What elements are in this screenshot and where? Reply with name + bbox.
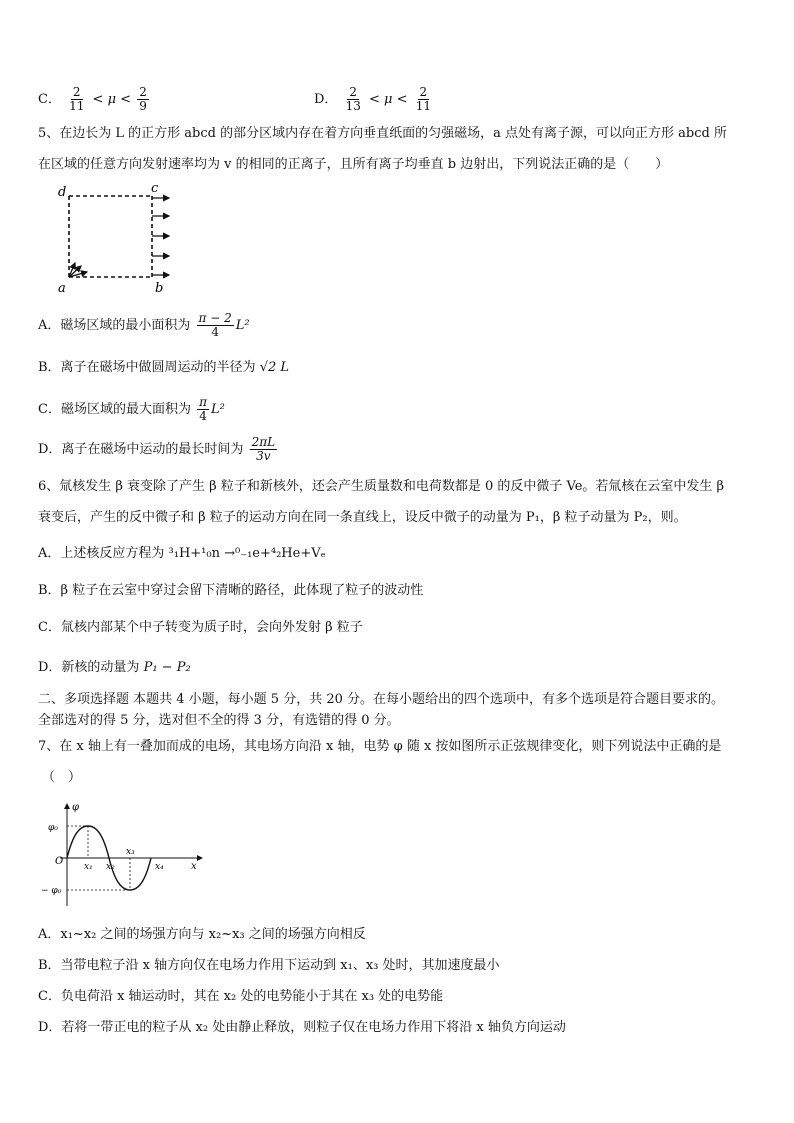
q4-option-c-frac1: $\frac{2}{11}$ — [69, 85, 85, 113]
q5-option-a-text: A．磁场区域的最小面积为 — [38, 318, 191, 333]
q4-option-d-lt1: < — [369, 92, 380, 107]
q6-stem-line2: 衰变后，产生的反中微子和 β 粒子的运动方向在同一条直线上，设反中微子的动量为 P₁，β 粒子动量为 P₂，则。 — [38, 510, 687, 525]
q4-option-c-lt2: < — [120, 92, 132, 107]
q6-option-d-text: D．新核的动量为 — [38, 660, 140, 675]
q5-option-b-math: √2 L — [259, 360, 290, 375]
q4-option-c-frac2: $\frac{2}{9}$ — [139, 85, 147, 113]
q5-option-d-text: D．离子在磁场中运动的最长时间为 — [38, 442, 244, 457]
q7-option-c: C．负电荷沿 x 轴运动时，其在 x₂ 处的电势能小于其在 x₃ 处的电势能 — [38, 989, 444, 1004]
q7-label-phi: φ — [72, 802, 80, 813]
q7-stem-line1: 7、在 x 轴上有一叠加而成的电场，其电场方向沿 x 轴，电势 φ 随 x 按如图所示正弦规律变化，则下列说法中正确的是 — [38, 739, 722, 754]
q7-label-x4: x₄ — [155, 862, 164, 872]
q5-option-c-text: C．磁场区域的最大面积为 — [38, 402, 191, 417]
q6-option-a-text: A．上述核反应方程为 — [38, 546, 165, 561]
q4-option-d-label: D． — [314, 92, 338, 107]
q5-label-b: b — [155, 281, 164, 296]
q6-option-d-equation: P₁ − P₂ — [143, 660, 191, 675]
section2-line2: 全部选对的得 5 分，选对但不全的得 3 分，有选错的得 0 分。 — [38, 713, 400, 728]
q7-potential-graph — [40, 798, 210, 910]
q7-label-x1: x₁ — [84, 862, 93, 872]
q5-stem-line2: 在区域的任意方向发射速率均为 v 的相同的正离子，且所有离子均垂直 b 边射出，下列说法正确的是（ ） — [38, 157, 669, 172]
q4-option-d-lt2: < — [396, 92, 408, 107]
q7-stem-line2: （ ） — [42, 770, 82, 785]
q6-option-c: C．氚核内部某个中子转变为质子时，会向外发射 β 粒子 — [38, 620, 363, 635]
q6-stem-line1: 6、氚核发生 β 衰变除了产生 β 粒子和新核外，还会产生质量数和电荷数都是 0 的反中微子 Ve。若氚核在云室中发生 β — [38, 479, 725, 494]
q5-option-d-frac: $\frac{2\pi L}{3v}$ — [251, 435, 276, 463]
q7-label-x3: x₃ — [126, 847, 135, 857]
q7-label-origin: O — [55, 856, 64, 867]
q7-option-b: B．当带电粒子沿 x 轴方向仅在电场力作用下运动到 x₁、x₃ 处时，其加速度最小 — [38, 958, 500, 973]
q6-option-b: B．β 粒子在云室中穿过会留下清晰的路径，此体现了粒子的波动性 — [38, 583, 424, 598]
q4-option-d-frac2: $\frac{2}{11}$ — [415, 85, 431, 113]
q4-option-c-label: C． — [38, 92, 61, 107]
q5-label-c: c — [151, 181, 159, 196]
q5-option-b — [38, 359, 289, 377]
q5-option-c-tail: L² — [210, 402, 225, 417]
q5-square-figure — [55, 180, 185, 296]
q5-option-a — [38, 312, 250, 339]
section2-line1: 二、多项选择题 本题共 4 小题，每小题 5 分，共 20 分。在每小题给出的四个选项中，有多个选项是符合题目要求的。 — [38, 692, 725, 707]
q5-option-c-frac: $\frac{\pi}{4}$ — [199, 395, 207, 423]
q5-option-b-text: B．离子在磁场中做圆周运动的半径为 — [38, 360, 256, 375]
q4-option-c-mu: μ — [107, 92, 117, 107]
q5-option-d — [38, 436, 279, 463]
q6-option-d — [38, 659, 191, 677]
q7-option-d: D．若将一带正电的粒子从 x₂ 处由静止释放，则粒子仅在电场力作用下将沿 x 轴负方向运动 — [38, 1020, 566, 1035]
q7-label-x: x — [191, 861, 197, 872]
q5-label-a: a — [58, 281, 66, 296]
q7-label-x2: x₂ — [106, 862, 115, 872]
q4-option-c-lt1: < — [92, 92, 104, 107]
q7-label-neg-phi0: − φ₀ — [41, 886, 62, 896]
q5-label-d: d — [58, 185, 67, 200]
q5-option-a-tail: L² — [235, 318, 250, 333]
q7-option-a: A．x₁~x₂ 之间的场强方向与 x₂~x₃ 之间的场强方向相反 — [38, 927, 366, 942]
q5-stem-line1: 5、在边长为 L 的正方形 abcd 的部分区域内存在着方向垂直纸面的匀强磁场，a 点处有离子源，可以向正方形 abcd 所 — [38, 126, 727, 141]
q4-option-c — [38, 86, 151, 113]
q6-option-a-equation: ³₁H+¹₀n →⁰₋₁e+⁴₂He+Vₑ — [168, 546, 326, 561]
q5-option-c — [38, 396, 225, 423]
q4-option-d — [314, 86, 435, 113]
q4-option-d-mu: μ — [384, 92, 393, 107]
q5-option-a-frac: $\frac{\pi - 2}{4}$ — [198, 311, 232, 339]
q6-option-a — [38, 545, 326, 563]
q7-label-phi0: φ₀ — [48, 823, 58, 833]
q4-option-d-frac1: $\frac{2}{13}$ — [345, 85, 361, 113]
